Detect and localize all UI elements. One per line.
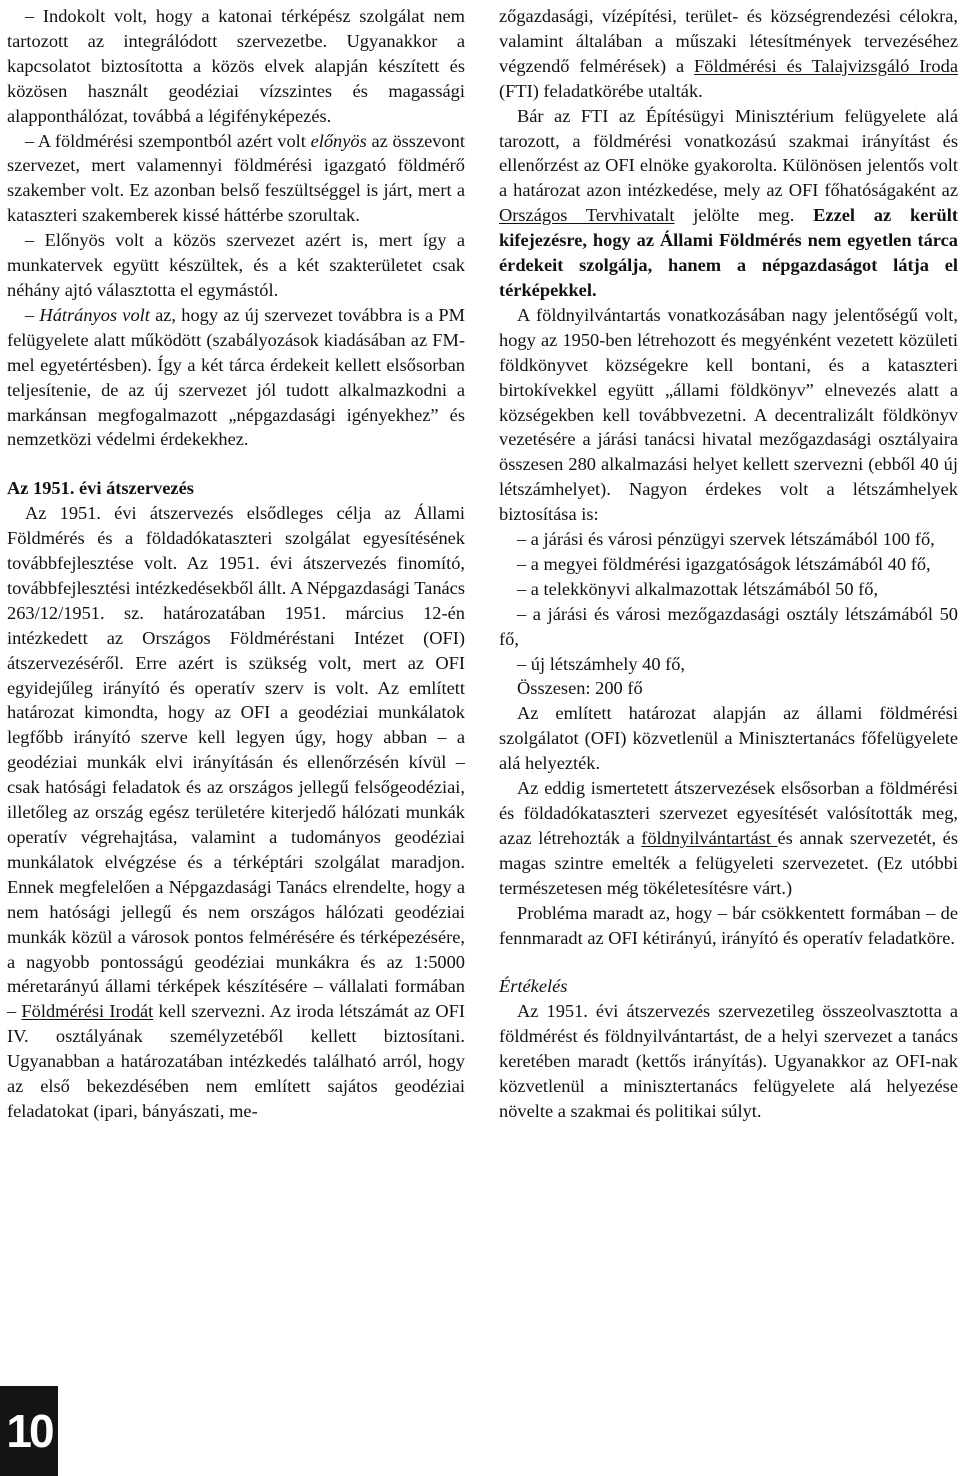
list-total: Összesen: 200 fő [517,678,643,699]
paragraph-advantageous-merger: – A földmérési szempontból azért volt előnyös az összevont szervezet, mert valamennyi földmérési igazgató földmérő szakember volt. Ez azonban belső feszültséggel is járt, mert a kataszteri szakemberek kissé háttérbe szorultak. [7,130,465,226]
list-item: – új létszámhely 40 fő, [517,653,686,674]
paragraph-reorganization-summary: Az eddig ismertetett átszervezések elsősorban a földmérési és földadókataszteri szervezet egyesítését valósították meg, azaz létrehozták a földnyilvántartást és annak szervezetét, és magas szintre emelték a felügyeleti szervezetet. (Ez utóbbi természetesen még tökéletesítésre várt.) [499,778,959,898]
paragraph-fti-supervision: Bár az FTI az Építésügyi Minisztérium felügyelete alá tarozott, a földmérési vonatkozású szakmai irányítást és ellenőrzést az OFI elnöke gyakorolta. Különösen jelentős volt a határozat azon intézkedése, mely az OFI főhatóságaként az Országos Tervhivatalt jelölte meg. Ezzel az került kifejezésre, hogy az Állami Földmérés nem egyetlen tárca érdekeit szolgálja, hanem a népgazdaságot látja el térképekkel. [499,105,958,300]
paragraph-remaining-problem: Probléma maradt az, hogy – bár csökkentett formában – de fennmaradt az OFI kétirányú, irányító és operatív feladatköre. [499,902,958,948]
paragraph-joint-work-plans: – Előnyös volt a közös szervezet azért is, mert így a munkatervek együtt készültek, és a két szakterületet csak néhány ajtó választotta el egymástól. [7,230,465,300]
list-item: – a telekkönyvi alkalmazottak létszámából 50 fő, [517,578,879,599]
section-heading-evaluation: Értékelés [499,976,568,997]
section-heading-1951-reorganization: Az 1951. évi átszervezés [7,478,194,499]
list-item: – a járási és városi pénzügyi szervek létszámából 100 fő, [517,529,935,550]
right-column [499,4,958,1124]
list-item: – a járási és városi mezőgazdasági osztály létszámából 50 fő, [499,603,958,649]
list-item: – a megyei földmérési igazgatóságok létszámából 40 fő, [517,553,931,574]
paragraph-disadvantage: – Hátrányos volt az, hogy az új szervezet továbbra is a PM felügyelete alatt működött (szabályozások kiadásában az FM-mel egyetértésben). Így a két tárca érdekeit kellett elsősorban teljesítenie, de az új szervezet jól tudott alkalmazkodni a markánsan megfogalmazott „népgazdasági igényekhez” és nemzetközi védelmi érdekekhez. [7,304,465,450]
paragraph-1951-reorganization: Az 1951. évi átszervezés elsődleges célja az Állami Földmérés és a földadókataszteri szolgálat egyesítésének továbbfejlesztése volt. Az 1951. évi átszervezés finomító, továbbfejlesztési intézkedésekből állt. A Népgazdasági Tanács 263/12/1951. sz. határozatában 1951. március 12-én intézkedett az Országos Földméréstani Intézet (OFI) átszervezéséről. Erre azért is szükség volt, mert az OFI egyidejűleg irányító és operatív szerv is volt. Az említett határozat kimondta, hogy az OFI a geodéziai munkálatok legfőbb irányító szerve kell legyen úgy, hogy abban – a geodéziai munkák elvi irányításán és ellenőrzésén kívül – csak hatósági feladatok és az országos jellegű felsőgeodéziai, illetőleg az ország egész területére kiterjedő hálózati munkák operatív végrehajtása, valamint a tudományos geodéziai munkálatok elvégzése és a térképtári szolgálat maradjon. Ennek megfelelően a Népgazdasági Tanács elrendelte, hogy a nem hatósági jellegű és nem országos hálózati geodéziai munkák közül a városok pontos felmérésére és térképezésére, a nagyobb pontosságú geodéziai munkákra és az 1:5000 méretarányú állami térképek készítésére – vállalati formában – Földmérési Irodát kell szervezni. Az iroda létszámát az OFI IV. osztályának személyzetéből kellett biztosítani. Ugyanabban a határozatában intézkedés található arról, hogy az első bekezdésében nem említett sajátos geodéziai feladatokat (ipari, bányászati, me- [7,503,466,1121]
paragraph-military-mapping: – Indokolt volt, hogy a katonai térképész szolgálat nem tartozott az integrálódott szervezetbe. Ugyanakkor a kapcsolatot biztosította a közös elvek alapján készített és közösen használt geodéziai vízszintes és magassági alapponthálózat, továbbá a légifényképezés. [7,6,465,126]
page-number-badge: 10 [0,1386,58,1476]
paragraph-council-supervision: Az említett határozat alapján az állami földmérési szolgálatot (OFI) közvetlenül a Minisztertanács főfelügyelete alá helyezték. [499,703,958,774]
left-column [7,4,465,1124]
paragraph-land-registry: A földnyilvántartás vonatkozásában nagy jelentőségű volt, hogy az 1950-ben létrehozott és megyénként vezetett közületi földkönyvet községekre kell bontani, és a kataszteri birtokívekkel együtt „állami földkönyv” elnevezés alatt a községekben kell továbbvezetni. A decentralizált földkönyv vezetésére a járási tanácsi hivatal mezőgazdasági osztályaira összesen 280 alkalmazási helyet kellett szervezni (ebből 40 új létszámhelyet). Nagyon érdekes volt a létszámhelyek biztosítása is: [499,304,958,525]
paragraph-continuation-fti: zőgazdasági, vízépítési, terület- és községrendezési célokra, valamint általában a műszaki létesítmények tervezéséhez végzendő felmérések) a Földmérési és Talajvizsgáló Iroda (FTI) feladatkörébe utalták. [499,6,958,101]
paragraph-evaluation: Az 1951. évi átszervezés szervezetileg összeolvasztotta a földmérést és földnyilvántartást, de a helyi szervezet a tanács keretében maradt (kettős irányítás). Ugyanakkor az OFI-nak közvetlenül a minisztertanács felügyelete alá helyezése növelte a szakmai és politikai súlyt. [499,1001,958,1121]
